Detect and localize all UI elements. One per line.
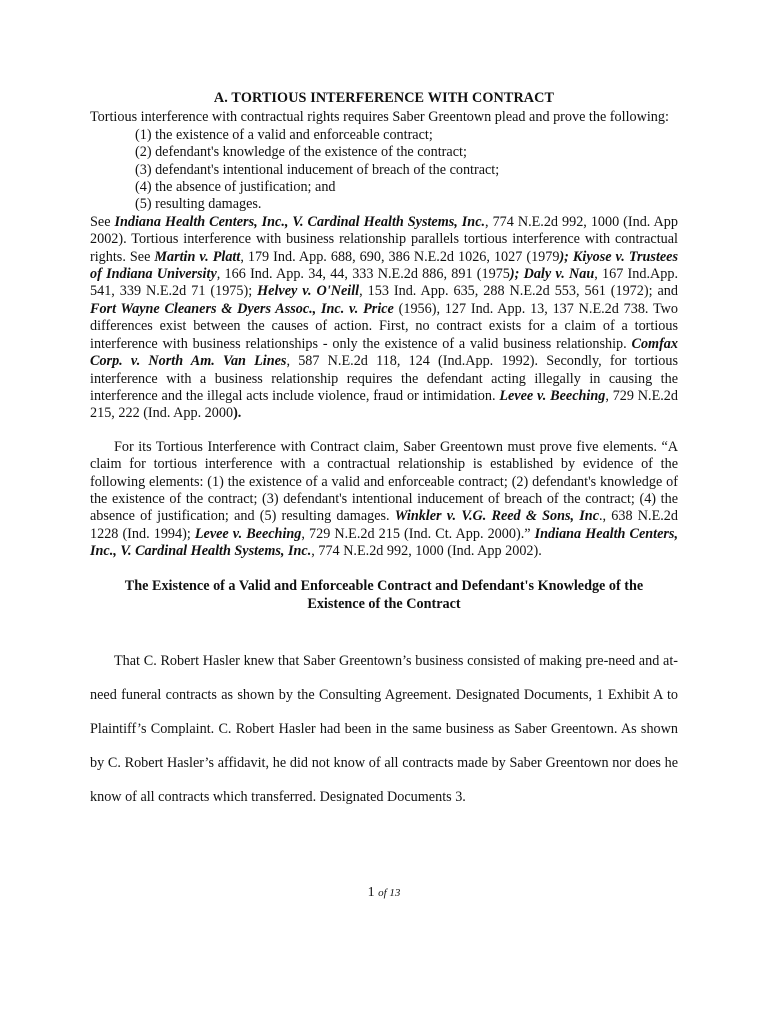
case-citation: Indiana Health Centers, Inc., V. Cardinal Health Systems, Inc.	[114, 213, 486, 230]
subsection-heading: The Existence of a Valid and Enforceable Contract and Defendant's Knowledge of the Existence of the Contract	[124, 577, 644, 612]
page-number-current: 1	[367, 885, 375, 900]
case-citation: Comfax Corp. v. North Am. Van Lines	[90, 335, 678, 370]
list-item: (3) defendant's intentional inducement of breach of the contract;	[135, 161, 500, 178]
case-citation: ); Daly v. Nau	[509, 266, 595, 283]
intro-text: Tortious interference with contractual rights requires Saber Greentown plead and prove the following:	[90, 109, 669, 126]
list-item: (1) the existence of a valid and enforceable contract;	[135, 126, 433, 143]
elements-list	[90, 127, 678, 214]
case-citation: ); Kiyose v. Trustees of Indiana University	[90, 248, 678, 283]
case-citation: Winkler v. V.G. Reed & Sons, Inc	[394, 508, 599, 525]
heading-letter: A.	[213, 90, 228, 106]
page-number-total: of 13	[378, 887, 401, 899]
case-citation: Helvey v. O'Neill	[257, 283, 360, 300]
case-citation: Levee v. Beeching	[194, 525, 302, 542]
list-item: (5) resulting damages.	[135, 196, 262, 213]
case-citation: Levee v. Beeching	[499, 387, 606, 404]
case-citation: Indiana Health Centers, Inc., V. Cardinal Health Systems, Inc.	[90, 525, 678, 560]
citation-paragraph: See Indiana Health Centers, Inc., V. Cardinal Health Systems, Inc., 774 N.E.2d 992, 1000 (Ind. App 2002). Tortious interference with business relationship parallels tortious interference with contractual rights. See Martin v. Platt, 179 Ind. App. 688, 690, 386 N.E.2d 1026, 1027 (1979); Kiyose v. Trustees of Indiana University, 166 Ind. App. 34, 44, 333 N.E.2d 886, 891 (1975); Daly v. Nau, 167 Ind.App. 541, 339 N.E.2d 71 (1975); Helvey v. O'Neill, 153 Ind. App. 635, 288 N.E.2d 553, 561 (1972); and Fort Wayne Cleaners & Dyers Assoc., Inc. v. Price (1956), 127 Ind. App. 13, 137 N.E.2d 738. Two differences exist between the causes of action. First, no contract exists for a claim of a tortious interference with business relationships - only the existence of a valid business relationship. Comfax Corp. v. North Am. Van Lines, 587 N.E.2d 118, 124 (Ind.App. 1992). Secondly, for tortious interference with a business relationship requires the defendant acting illegally in causing the interference and the illegal acts include violence, fraud or intimidation. Levee v. Beeching, 729 N.E.2d 215, 222 (Ind. App. 2000).	[90, 213, 678, 422]
section-heading: A. TORTIOUS INTERFERENCE WITH CONTRACT	[213, 90, 555, 106]
list-item: (2) defendant's knowledge of the existence of the contract;	[135, 144, 467, 161]
case-citation: Martin v. Platt	[154, 248, 241, 265]
list-item: (4) the absence of justification; and	[135, 179, 336, 196]
case-citation: Fort Wayne Cleaners & Dyers Assoc., Inc. v. Price	[90, 300, 394, 317]
document-page	[90, 90, 678, 815]
body-paragraph: That C. Robert Hasler knew that Saber Greentown’s business consisted of making pre-need and at-need funeral contracts as shown by the Consulting Agreement. Designated Documents, 1 Exhibit A to Plaintiff’s Complaint. C. Robert Hasler had been in the same business as Saber Greentown. As shown by C. Robert Hasler’s affidavit, he did not know of all contracts made by Saber Greentown nor does he know of all contracts which transferred. Designated Documents 3.	[90, 652, 678, 806]
page-number	[0, 885, 768, 901]
elements-paragraph: For its Tortious Interference with Contract claim, Saber Greentown must prove five elements. “A claim for tortious interference with a contractual relationship is established by evidence of the following elements: (1) the existence of a valid and enforceable contract; (2) defendant's knowledge of the existence of the contract; (3) defendant's intentional inducement of breach of the contract; (4) the absence of justification; and (5) resulting damages. Winkler v. V.G. Reed & Sons, Inc., 638 N.E.2d 1228 (Ind. 1994); Levee v. Beeching, 729 N.E.2d 215 (Ind. Ct. App. 2000).” Indiana Health Centers, Inc., V. Cardinal Health Systems, Inc., 774 N.E.2d 992, 1000 (Ind. App 2002).	[90, 438, 678, 560]
